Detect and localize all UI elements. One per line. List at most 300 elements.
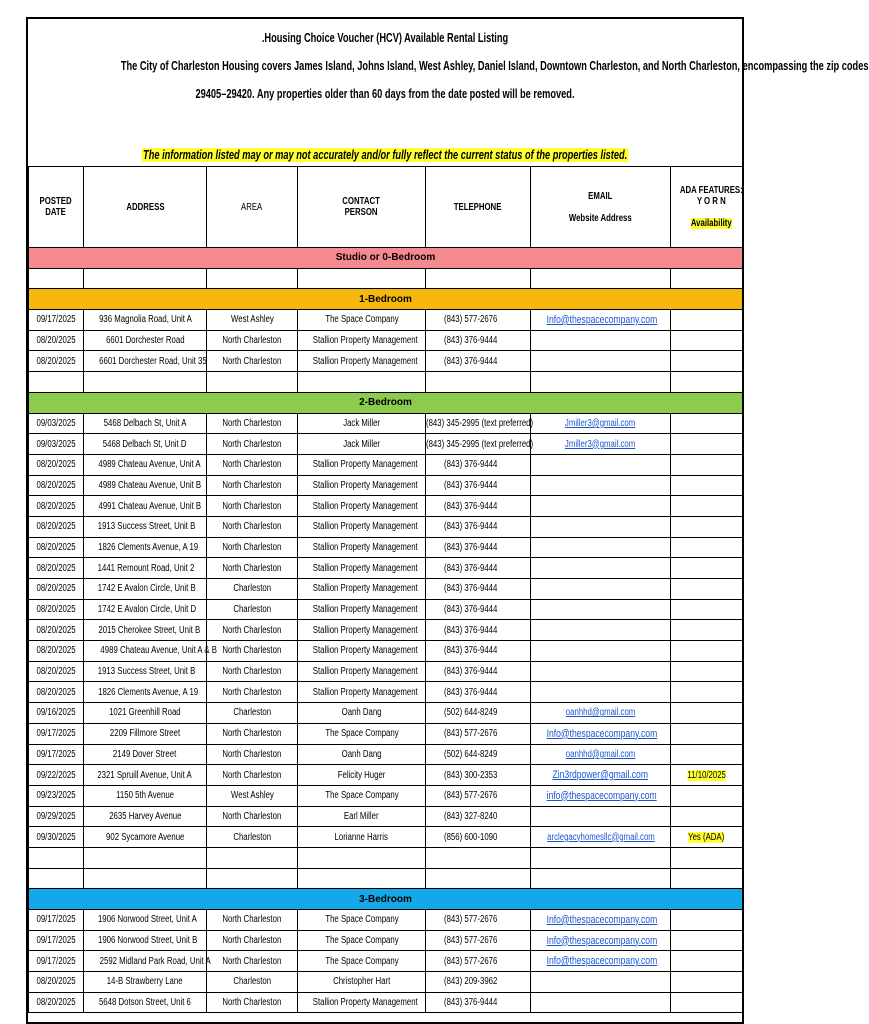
posted-date-cell: [29, 516, 84, 537]
address-cell: [84, 599, 207, 620]
area: North Charleston: [222, 686, 282, 698]
ada-cell: [671, 827, 743, 848]
telephone-cell: [426, 413, 534, 434]
address: 1906 Norwood Street, Unit A: [97, 914, 197, 926]
telephone-cell: [426, 661, 531, 682]
posted-date-cell: [29, 351, 84, 372]
area: Charleston: [233, 707, 271, 719]
address-cell: [84, 930, 207, 951]
email-cell: [531, 516, 671, 537]
email-cell: [531, 351, 671, 372]
email-link[interactable]: Jmiller3@gmail.com: [565, 417, 636, 429]
address-cell: [84, 744, 207, 765]
blank-cell: [531, 868, 671, 889]
table-row: [29, 620, 743, 641]
posted-date-cell: [29, 475, 84, 496]
col-availability: Availability: [690, 218, 732, 229]
listing-table: [28, 166, 743, 1013]
contact-person: Lorianne Harris: [334, 831, 389, 843]
email-link[interactable]: arclegacyhomesllc@gmail.com: [546, 831, 655, 843]
contact-person: The Space Company: [324, 914, 399, 926]
telephone: (843) 376-9444: [443, 541, 498, 553]
ada-value: 11/10/2025: [687, 769, 726, 781]
address: 1021 Greenhill Road: [109, 707, 181, 719]
address: 936 Magnolia Road, Unit A: [98, 314, 192, 326]
posted-date-cell: [29, 992, 84, 1013]
contact-person-cell: [298, 351, 426, 372]
contact-person-cell: [298, 537, 426, 558]
table-row: [29, 723, 743, 744]
posted-date-cell: [29, 558, 84, 579]
address: 4989 Chateau Avenue, Unit A: [98, 459, 201, 471]
email-cell: [531, 558, 671, 579]
area-cell: [207, 537, 298, 558]
area-cell: [207, 310, 298, 331]
table-row: [29, 910, 743, 931]
email-cell: [531, 330, 671, 351]
email-cell: [531, 496, 671, 517]
telephone-cell: [426, 930, 531, 951]
area: North Charleston: [222, 728, 282, 740]
contact-person: Stallion Property Management: [312, 479, 418, 491]
table-row: [29, 744, 743, 765]
email-link[interactable]: oanhhd@gmail.com: [565, 707, 636, 719]
area: North Charleston: [222, 935, 282, 947]
telephone: (843) 376-9444: [443, 562, 498, 574]
area-cell: [207, 558, 298, 579]
telephone: (843) 577-2676: [443, 790, 498, 802]
posted-date-cell: [29, 682, 84, 703]
email-link[interactable]: Info@thespacecompany.com: [546, 727, 658, 740]
table-row: [29, 351, 743, 372]
area: North Charleston: [222, 541, 282, 553]
studio-section-header: [29, 248, 743, 269]
ada-cell: [671, 620, 743, 641]
blank-cell: [531, 372, 671, 393]
contact-person: Stallion Property Management: [312, 521, 418, 533]
col-ada: ADA FEATURES:: [679, 185, 743, 196]
posted-date: 09/17/2025: [36, 914, 76, 926]
area-cell: [207, 723, 298, 744]
telephone-cell: [426, 579, 531, 600]
posted-date-cell: [29, 434, 84, 455]
email-cell: [531, 827, 671, 848]
email-cell: [531, 475, 671, 496]
address: 14-B Strawberry Lane: [107, 976, 183, 988]
contact-person-cell: [298, 434, 426, 455]
ada-cell: [671, 454, 743, 475]
posted-date: 08/20/2025: [36, 355, 76, 367]
ada-cell: [671, 785, 743, 806]
contact-person-cell: [298, 930, 426, 951]
email-cell: [531, 599, 671, 620]
contact-person: Stallion Property Management: [312, 562, 418, 574]
contact-person-cell: [298, 806, 426, 827]
ada-cell: [671, 558, 743, 579]
address-cell: [84, 910, 207, 931]
email-cell: [531, 930, 671, 951]
telephone-cell: [426, 972, 531, 993]
area-cell: [207, 744, 298, 765]
telephone-cell: [426, 951, 531, 972]
column-header-row: [29, 167, 743, 248]
telephone: (843) 376-9444: [443, 997, 498, 1009]
email-cell: [531, 992, 671, 1013]
email-link[interactable]: Jmiller3@gmail.com: [565, 438, 636, 450]
posted-date: 08/20/2025: [36, 479, 76, 491]
email-cell: [531, 682, 671, 703]
email-link[interactable]: Info@thespacecompany.com: [546, 955, 658, 968]
telephone: (843) 376-9444: [443, 686, 498, 698]
email-cell: [531, 723, 671, 744]
contact-person-cell: [298, 558, 426, 579]
posted-date: 08/20/2025: [36, 624, 76, 636]
contact-person: The Space Company: [324, 790, 399, 802]
contact-person: Stallion Property Management: [312, 604, 418, 616]
posted-date-cell: [29, 641, 84, 662]
telephone-cell: [426, 765, 531, 786]
telephone: (843) 376-9444: [443, 335, 498, 347]
telephone: (843) 345-2995 (text preferred): [426, 417, 534, 429]
telephone: (843) 327-8240: [443, 810, 498, 822]
area: North Charleston: [222, 914, 282, 926]
area-cell: [207, 951, 298, 972]
address: 1441 Remount Road, Unit 2: [97, 562, 195, 574]
posted-date-cell: [29, 330, 84, 351]
posted-date-cell: [29, 599, 84, 620]
address-cell: [84, 579, 207, 600]
table-row: [29, 413, 743, 434]
blank-cell: [207, 372, 298, 393]
contact-person: Felicity Huger: [337, 769, 386, 781]
address: 2015 Cherokee Street, Unit B: [98, 624, 201, 636]
area-cell: [207, 910, 298, 931]
email-cell: [531, 703, 671, 724]
posted-date-cell: [29, 723, 84, 744]
posted-date-cell: [29, 951, 84, 972]
coverage-description: The City of Charleston Housing covers James Island, Johns Island, West Ashley, Daniel Island, Downtown Charleston, and North Charleston, encompassing the zip codes: [120, 59, 869, 73]
blank-cell: [84, 268, 207, 289]
address: 902 Sycamore Avenue: [105, 831, 185, 843]
contact-person: Stallion Property Management: [312, 583, 418, 595]
posted-date-cell: [29, 579, 84, 600]
ada-cell: [671, 310, 743, 331]
address: 6601 Dorchester Road: [105, 335, 185, 347]
posted-date-cell: [29, 910, 84, 931]
area: West Ashley: [230, 314, 274, 326]
telephone: (843) 345-2995 (text preferred): [426, 438, 534, 450]
posted-date: 08/20/2025: [36, 604, 76, 616]
posted-date-cell: [29, 496, 84, 517]
email-cell: [531, 413, 671, 434]
ada-cell: [671, 516, 743, 537]
telephone: (856) 600-1090: [443, 831, 498, 843]
ada-cell: [671, 661, 743, 682]
telephone-cell: [426, 330, 531, 351]
address: 4991 Chateau Avenue, Unit B: [98, 500, 202, 512]
posted-date-cell: [29, 744, 84, 765]
telephone: (843) 376-9444: [443, 645, 498, 657]
table-row: [29, 785, 743, 806]
area-cell: [207, 661, 298, 682]
area: North Charleston: [222, 955, 282, 967]
posted-date: 08/20/2025: [36, 645, 76, 657]
address-cell: [84, 454, 207, 475]
zip-removal-notice: 29405–29420. Any properties older than 60 days from the date posted will be removed.: [195, 87, 575, 101]
table-row: [29, 454, 743, 475]
table-row: [29, 641, 743, 662]
area-cell: [207, 641, 298, 662]
disclaimer: [28, 146, 742, 164]
blank-cell: [298, 868, 426, 889]
telephone: (843) 376-9444: [443, 521, 498, 533]
address-cell: [84, 496, 207, 517]
two-bedroom-section-header: [29, 392, 743, 413]
telephone-cell: [426, 641, 531, 662]
col-person: PERSON: [345, 207, 378, 218]
area-cell: [207, 620, 298, 641]
contact-person: Jack Miller: [343, 417, 380, 429]
contact-person-cell: [298, 972, 426, 993]
col-website: Website Address: [569, 212, 632, 224]
posted-date: 08/20/2025: [36, 686, 76, 698]
address: 5468 Delbach St, Unit D: [103, 438, 187, 450]
address-cell: [84, 827, 207, 848]
area-cell: [207, 413, 298, 434]
email-link[interactable]: Zin3rdpower@gmail.com: [552, 769, 649, 782]
address-cell: [84, 723, 207, 744]
area: Charleston: [233, 976, 271, 988]
area-cell: [207, 579, 298, 600]
contact-person-cell: [298, 765, 426, 786]
contact-person: Stallion Property Management: [312, 500, 418, 512]
address: 1826 Clements Avenue, A 19: [98, 541, 199, 553]
table-row: [29, 310, 743, 331]
telephone-cell: [426, 992, 531, 1013]
area-cell: [207, 785, 298, 806]
telephone-cell: [426, 827, 531, 848]
blank-row: [29, 868, 743, 889]
telephone-cell: [426, 620, 531, 641]
table-row: [29, 661, 743, 682]
address: 2321 Spruill Avenue, Unit A: [97, 769, 193, 781]
email-link[interactable]: Info@thespacecompany.com: [546, 934, 658, 947]
area: North Charleston: [222, 748, 282, 760]
telephone: (843) 577-2676: [443, 935, 498, 947]
table-row: [29, 496, 743, 517]
posted-date: 09/30/2025: [36, 831, 76, 843]
blank-cell: [29, 268, 84, 289]
area: North Charleston: [222, 810, 282, 822]
posted-date: 09/29/2025: [36, 810, 76, 822]
posted-date: 08/20/2025: [36, 459, 76, 471]
telephone: (843) 577-2676: [443, 728, 498, 740]
contact-person: Oanh Dang: [341, 707, 382, 719]
contact-person-cell: [298, 620, 426, 641]
area: Charleston: [233, 583, 271, 595]
blank-cell: [298, 268, 426, 289]
address-cell: [84, 785, 207, 806]
area-cell: [207, 330, 298, 351]
telephone: (843) 577-2676: [443, 314, 498, 326]
telephone-cell: [426, 703, 531, 724]
email-link[interactable]: oanhhd@gmail.com: [565, 748, 636, 760]
posted-date: 09/17/2025: [36, 314, 76, 326]
disclaimer-text: The information listed may or may not accurately and/or fully reflect the current status of the properties listed.: [142, 148, 628, 162]
area: North Charleston: [222, 479, 282, 491]
address-cell: [84, 310, 207, 331]
posted-date: 09/17/2025: [36, 728, 76, 740]
email-cell: [531, 620, 671, 641]
posted-date: 08/20/2025: [36, 583, 76, 595]
table-row: [29, 434, 743, 455]
table-row: [29, 951, 743, 972]
address-cell: [84, 475, 207, 496]
telephone-cell: [426, 351, 531, 372]
area-cell: [207, 475, 298, 496]
blank-cell: [207, 268, 298, 289]
contact-person-cell: [298, 827, 426, 848]
posted-date-cell: [29, 661, 84, 682]
area: North Charleston: [222, 521, 282, 533]
ada-cell: [671, 723, 743, 744]
address-cell: [84, 806, 207, 827]
blank-cell: [671, 372, 743, 393]
email-link[interactable]: Info@thespacecompany.com: [546, 313, 658, 326]
telephone-cell: [426, 475, 531, 496]
ada-cell: [671, 579, 743, 600]
area: North Charleston: [222, 769, 282, 781]
blank-cell: [426, 847, 531, 868]
address-cell: [84, 413, 207, 434]
blank-cell: [671, 847, 743, 868]
area-cell: [207, 827, 298, 848]
table-row: [29, 537, 743, 558]
telephone: (502) 644-8249: [443, 748, 498, 760]
contact-person: Jack Miller: [343, 438, 380, 450]
telephone: (843) 376-9444: [443, 479, 498, 491]
posted-date: 08/20/2025: [36, 500, 76, 512]
blank-cell: [426, 868, 531, 889]
blank-cell: [84, 847, 207, 868]
contact-person: Oanh Dang: [341, 748, 382, 760]
blank-cell: [84, 372, 207, 393]
posted-date: 09/17/2025: [36, 955, 76, 967]
area-cell: [207, 806, 298, 827]
contact-person: Stallion Property Management: [312, 624, 418, 636]
email-cell: [531, 454, 671, 475]
telephone-cell: [426, 806, 531, 827]
contact-person: Stallion Property Management: [312, 335, 418, 347]
telephone-cell: [426, 310, 531, 331]
address: 2149 Dover Street: [113, 748, 177, 760]
address: 1742 E Avalon Circle, Unit D: [97, 604, 197, 616]
ada-cell: [671, 330, 743, 351]
area: North Charleston: [222, 562, 282, 574]
email-cell: [531, 951, 671, 972]
ada-cell: [671, 682, 743, 703]
email-cell: [531, 661, 671, 682]
contact-person: Stallion Property Management: [312, 459, 418, 471]
col-date: DATE: [45, 207, 67, 218]
table-row: [29, 475, 743, 496]
col-yorn: Y O R N: [696, 196, 726, 207]
contact-person: Earl Miller: [344, 810, 379, 822]
posted-date-cell: [29, 454, 84, 475]
address-cell: [84, 951, 211, 972]
ada-cell: [671, 951, 743, 972]
email-cell: [531, 785, 671, 806]
area-cell: [207, 682, 298, 703]
email-link[interactable]: Info@thespacecompany.com: [546, 913, 658, 926]
telephone: (843) 577-2676: [443, 955, 498, 967]
posted-date: 08/20/2025: [36, 541, 76, 553]
contact-person: Stallion Property Management: [312, 645, 418, 657]
contact-person-cell: [298, 330, 426, 351]
posted-date: 09/03/2025: [36, 417, 76, 429]
ada-cell: [671, 475, 743, 496]
address: 2592 Midland Park Road, Unit A: [99, 955, 211, 967]
telephone-cell: [426, 516, 531, 537]
area-cell: [207, 703, 298, 724]
ada-cell: [671, 351, 743, 372]
area-cell: [207, 972, 298, 993]
posted-date: 08/20/2025: [36, 335, 76, 347]
address-cell: [84, 992, 207, 1013]
address: 2209 Fillmore Street: [109, 728, 181, 740]
ada-cell: [671, 496, 743, 517]
table-row: [29, 703, 743, 724]
col-email: EMAIL: [588, 190, 613, 202]
posted-date: 09/22/2025: [36, 769, 76, 781]
telephone-cell: [426, 434, 534, 455]
posted-date-cell: [29, 827, 84, 848]
blank-cell: [298, 847, 426, 868]
contact-person-cell: [298, 785, 426, 806]
blank-cell: [29, 372, 84, 393]
address-cell: [84, 351, 207, 372]
table-row: [29, 765, 743, 786]
telephone-cell: [426, 558, 531, 579]
telephone-cell: [426, 910, 531, 931]
col-area: AREA: [241, 201, 263, 213]
posted-date-cell: [29, 620, 84, 641]
area: North Charleston: [222, 666, 282, 678]
posted-date: 09/03/2025: [36, 438, 76, 450]
table-row: [29, 972, 743, 993]
posted-date: 08/20/2025: [36, 997, 76, 1009]
email-link[interactable]: info@thespacecompany.com: [546, 789, 657, 802]
blank-cell: [531, 268, 671, 289]
posted-date: 08/20/2025: [36, 666, 76, 678]
telephone-cell: [426, 744, 531, 765]
area: North Charleston: [222, 417, 282, 429]
area-cell: [207, 496, 298, 517]
col-address: ADDRESS: [125, 201, 165, 213]
posted-date: 09/23/2025: [36, 790, 76, 802]
posted-date: 09/17/2025: [36, 935, 76, 947]
address-cell: [84, 641, 217, 662]
address: 1150 5th Avenue: [116, 790, 174, 802]
posted-date: 08/20/2025: [36, 521, 76, 533]
table-row: [29, 330, 743, 351]
address-cell: [84, 765, 207, 786]
contact-person: The Space Company: [324, 314, 399, 326]
address: 1913 Success Street, Unit B: [97, 521, 196, 533]
table-row: [29, 579, 743, 600]
address-cell: [84, 434, 207, 455]
ada-cell: [671, 434, 743, 455]
